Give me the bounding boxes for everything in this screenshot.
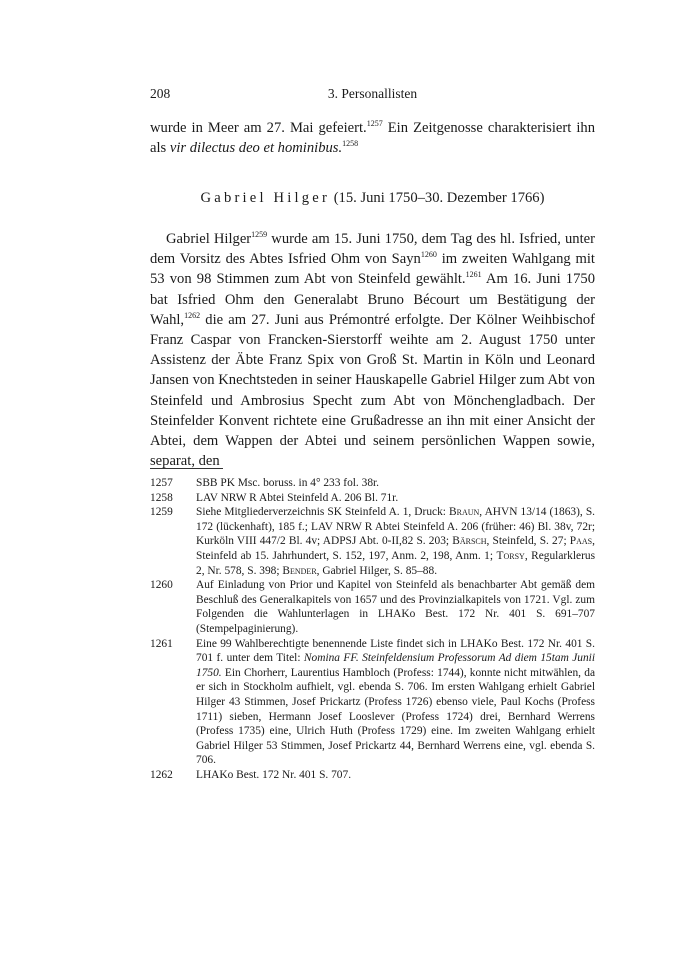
text-run: Gabriel Hilger [166,231,252,247]
paragraph-intro [150,118,595,158]
page-number: 208 [150,86,171,101]
text-run: Siehe Mitgliederverzeichnis SK Steinfeld A. 1, Druck: [196,506,450,519]
footnote-number: 1257 [150,477,173,489]
text-run: wurde in Meer am 27. Mai gefeiert. [150,120,367,136]
section-heading [150,188,595,208]
footnote-number: 1261 [150,637,173,650]
text-run: Ein Zeitgenosse charakterisiert ihn als [150,120,596,157]
text-run: , Gabriel Hilger, S. 85–88. [316,564,438,577]
footnote-ref[interactable]: 1259 [251,230,268,239]
footnote-ref[interactable]: 1260 [420,250,437,260]
running-head [150,86,595,104]
latin-title: Nomina FF. Steinfeldensium Professorum Ad diem 15tam Junii 1750. [196,652,595,679]
author-name: Torsy [496,549,525,562]
author-name: Bender [282,564,317,577]
footnote-text: LHAKo Best. 172 Nr. 401 S. 707. [196,768,352,781]
author-name: Braun [449,506,480,519]
footnotes [150,476,595,782]
footnote-1260 [150,578,595,636]
footnote-1257 [150,476,595,491]
text-run: Am 16. Juni 1750 bat Isfried Ohm den Generalabt Bruno Bécourt um Bestätigung der Wahl, [150,271,595,328]
abbot-name: Gabriel Hilger [200,190,331,206]
footnote-number: 1259 [150,506,173,519]
text-run: , Steinfeld ab 15. Jahrhundert, S. 152, 197, Anm. 2, 198, Anm. 1; [196,535,595,562]
footnote-1259 [150,505,595,578]
text-run: Eine 99 Wahlberechtigte benennende Liste findet sich in LHAKo Best. 172 Nr. 401 S. 701 f. unter dem Titel: [196,637,595,665]
footnote-number: 1262 [150,768,173,781]
text-run: wurde am 15. Juni 1750, dem Tag des hl. Isfried, unter dem Vorsitz des Abtes Isfried Ohm von Sayn [150,231,595,268]
abbot-dates: (15. Juni 1750–30. Dezember 1766) [330,190,545,206]
footnote-1262 [150,768,595,783]
footnote-text: LAV NRW R Abtei Steinfeld A. 206 Bl. 71r. [196,491,399,504]
footnote-text: SBB PK Msc. boruss. in 4° 233 fol. 38r. [196,477,380,489]
footnote-ref[interactable]: 1258 [342,139,359,149]
text-run: , AHVN 13/14 (1863), S. 172 (lückenhaft), 185 f.; LAV NRW R Abtei Steinfeld A. 206 (früher: 46) Bl. 38v, 72r; Kurköln VIII 447/2 Bl. 4v; ADPSJ Abt. 0-II,82 S. 203; [196,506,596,548]
text-run: im zweiten Wahlgang mit 53 von 98 Stimmen zum Abt von Steinfeld gewählt. [150,251,595,288]
footnote-1258 [150,491,595,506]
footnote-number: 1258 [150,491,173,504]
footnote-ref[interactable]: 1257 [366,119,383,128]
footnote-separator [150,468,223,469]
running-title: 3. Personallisten [327,86,418,101]
text-run: Ein Chorherr, Laurentius Hambloch (Profess: 1744), konnte nicht mitwählen, da er sich in Stockholm aufhielt, vgl. ebenda S. 706. Im ersten Wahlgang erhielt Gabriel Hilger 43 Stimmen, Josef Prickartz (Profess 1726) ebenso viele, Paul Kochs (Profess 1711) sieben, Hermann Josef Looslever (Profess 1724) drei, Bernhard Werrens (Profess 1735) eine, Ulrich Huth (Profess 1729) eine. Im zweiten Wahlgang erhielt Gabriel Hilger 53 Stimmen, Josef Prickartz 44, Bernhard Werrens eine, vgl. ebenda S. 706. [196,666,595,767]
text-run: die am 27. Juni aus Prémontré erfolgte. Der Kölner Weihbischof Franz Caspar von Francken-Sierstorff weihte am 2. August 1750 unter Assistenz der Äbte Franz Spix von Groß St. Martin in Köln und Leonard Jansen von Knechtsteden in seiner Hauskapelle Gabriel Hilger zum Abt von Steinfeld und Ambrosius Specht zum Abt von Mönchengladbach. Der Steinfelder Konvent richtete eine Grußadresse an ihn mit einer Ansicht der Abtei, dem Wappen der Abtei und seinem persönlichen Wappen sowie, separat, den [150,311,595,470]
footnote-text: Auf Einladung von Prior und Kapitel von Steinfeld als benachbarter Abt gemäß dem Beschluß des Generalkapitels von 1657 und des Provinzialkapitels von 1721. Vgl. zum Folgenden die Wahlunterlagen in LHAKo Best. 172 Nr. 401 S. 691–707 (Stempelpaginierung). [196,579,595,635]
footnote-text [196,637,595,768]
paragraph-biography [150,229,595,471]
footnote-text [196,505,595,578]
latin-quote: vir dilectus deo et hominibus. [169,140,343,157]
footnote-ref[interactable]: 1261 [465,270,482,280]
text-run: , Steinfeld, S. 27; [486,535,570,548]
author-name: Bärsch [452,535,487,548]
text-run: , Regularklerus 2, Nr. 578, S. 398; [196,549,596,577]
author-name: Paas [569,535,593,548]
footnote-1261 [150,637,595,768]
footnote-number: 1260 [150,579,173,592]
footnote-ref[interactable]: 1262 [184,310,201,320]
